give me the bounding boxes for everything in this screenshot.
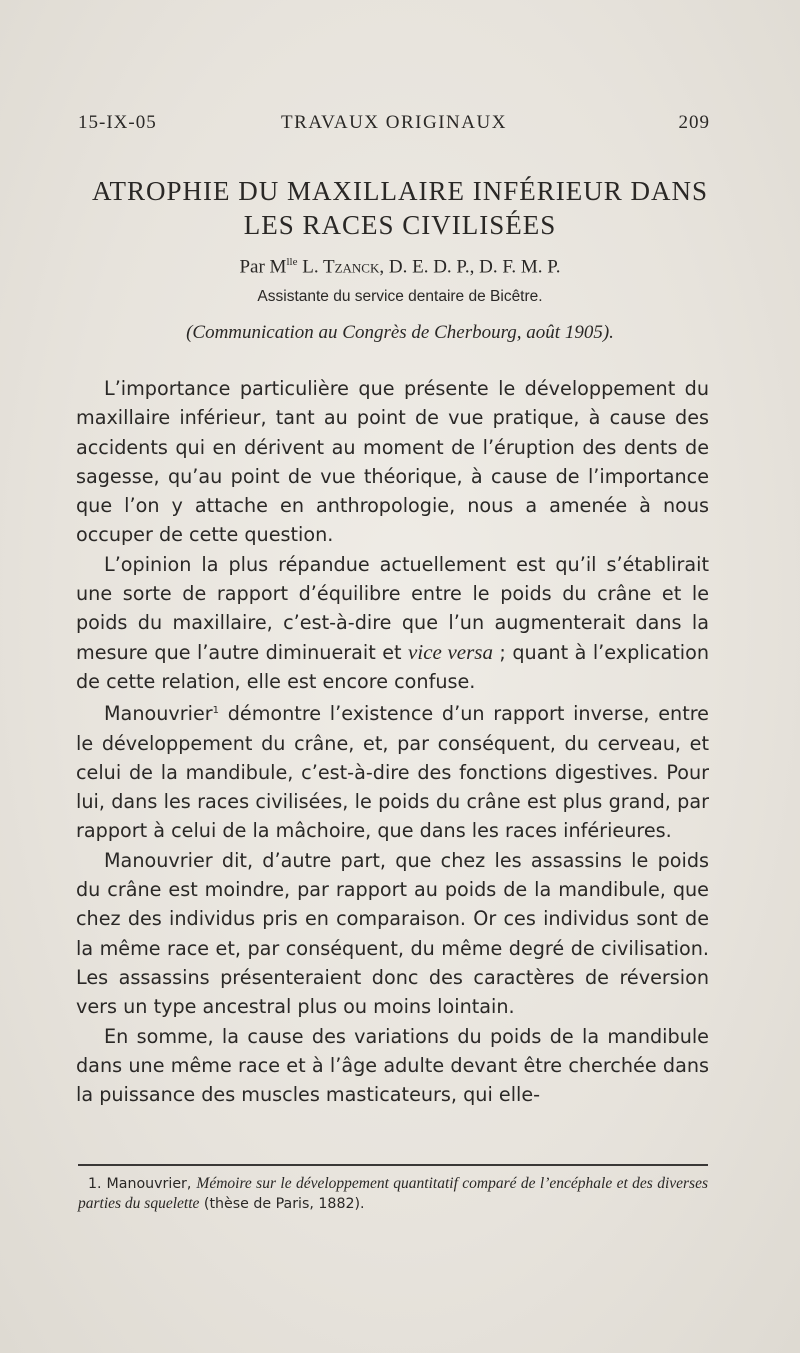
footnote-reference: 1 <box>212 705 220 717</box>
byline-prefix: Par M <box>239 256 287 278</box>
footnote <box>78 1174 708 1214</box>
article-title-line-2: LES RACES CIVILISÉES <box>243 210 557 240</box>
paragraph-5: En somme, la cause des variations du poids de la mandibule dans une même race et à l’âge adulte devant être cherchée dans la puissance des muscles masticateurs, qui elle- <box>76 1024 709 1107</box>
page-number: 209 <box>678 112 710 133</box>
section-title: TRAVAUX ORIGINAUX <box>281 112 507 133</box>
paragraph-3-text-b: démontre l’existence d’un rapport inverse, entre le développement du crâne, et, par conséquent, du cerveau, et celui de la mandibule, c’est-à-dire des fonctions digestives. Pour lui, dans les races civilisées, le poids du crâne est plus grand, par rapport à celui de la mâchoire, que dans les races inférieures. <box>76 702 709 843</box>
author-affiliation: Assistante du service dentaire de Bicêtre. <box>257 288 543 305</box>
paragraph-4: Manouvrier dit, d’autre part, que chez les assassins le poids du crâne est moindre, par rapport au poids de la mandibule, que chez des individus pris en comparaison. Or ces individus sont de la même race et, par conséquent, du même degré de civilisation. Les assassins présenteraient donc des caractères de réversion vers un type ancestral plus ou moins lointain. <box>76 848 709 1019</box>
footnote-title: Mémoire sur le développement quantitatif comparé de l’encéphale et des diverses parties du squelette <box>78 1175 708 1212</box>
author-name: L. Tzanck <box>302 256 380 278</box>
footnote-rest: (thèse de Paris, 1882). <box>199 1196 365 1212</box>
paragraph-3-text-a: Manouvrier <box>104 702 213 726</box>
paragraph-2-text-a: L’opinion la plus répandue actuellement est qu’il s’établirait une sorte de rapport d’équilibre entre le poids du crâne et le poids du maxillaire, c’est-à-dire que l’un augmenterait dans la mesure que l’autre diminuerait et <box>76 552 709 664</box>
paragraph-3 <box>76 696 709 845</box>
article-title-line-1: ATROPHIE DU MAXILLAIRE INFÉRIEUR DANS <box>92 176 708 206</box>
communication-note: (Communication au Congrès de Cherbourg, août 1905). <box>186 322 614 343</box>
footnote-marker: 1. Manouvrier, <box>88 1176 197 1192</box>
issue-date: 15-IX-05 <box>78 112 157 133</box>
article-body <box>76 374 709 1109</box>
paragraph-2-text-b: ; quant à l’explication de cette relation, elle est encore confuse. <box>76 640 709 693</box>
footnote-divider <box>78 1164 708 1166</box>
paragraph-2 <box>76 550 709 696</box>
byline-title-superscript: lle <box>286 256 298 268</box>
author-degrees: , D. E. D. P., D. F. M. P. <box>379 256 561 278</box>
author-byline <box>60 256 740 278</box>
running-header <box>78 112 710 140</box>
article-title <box>60 174 740 242</box>
paragraph-2-emphasis: vice versa <box>408 639 493 664</box>
paragraph-1: L’importance particulière que présente le développement du maxillaire inférieur, tant au point de vue pratique, à cause des accidents qui en dérivent au moment de l’éruption des dents de sagesse, qu’au point de vue théorique, à cause de l’importance que l’on y attache en anthropologie, nous a amenée à nous occuper de cette question. <box>76 377 709 547</box>
